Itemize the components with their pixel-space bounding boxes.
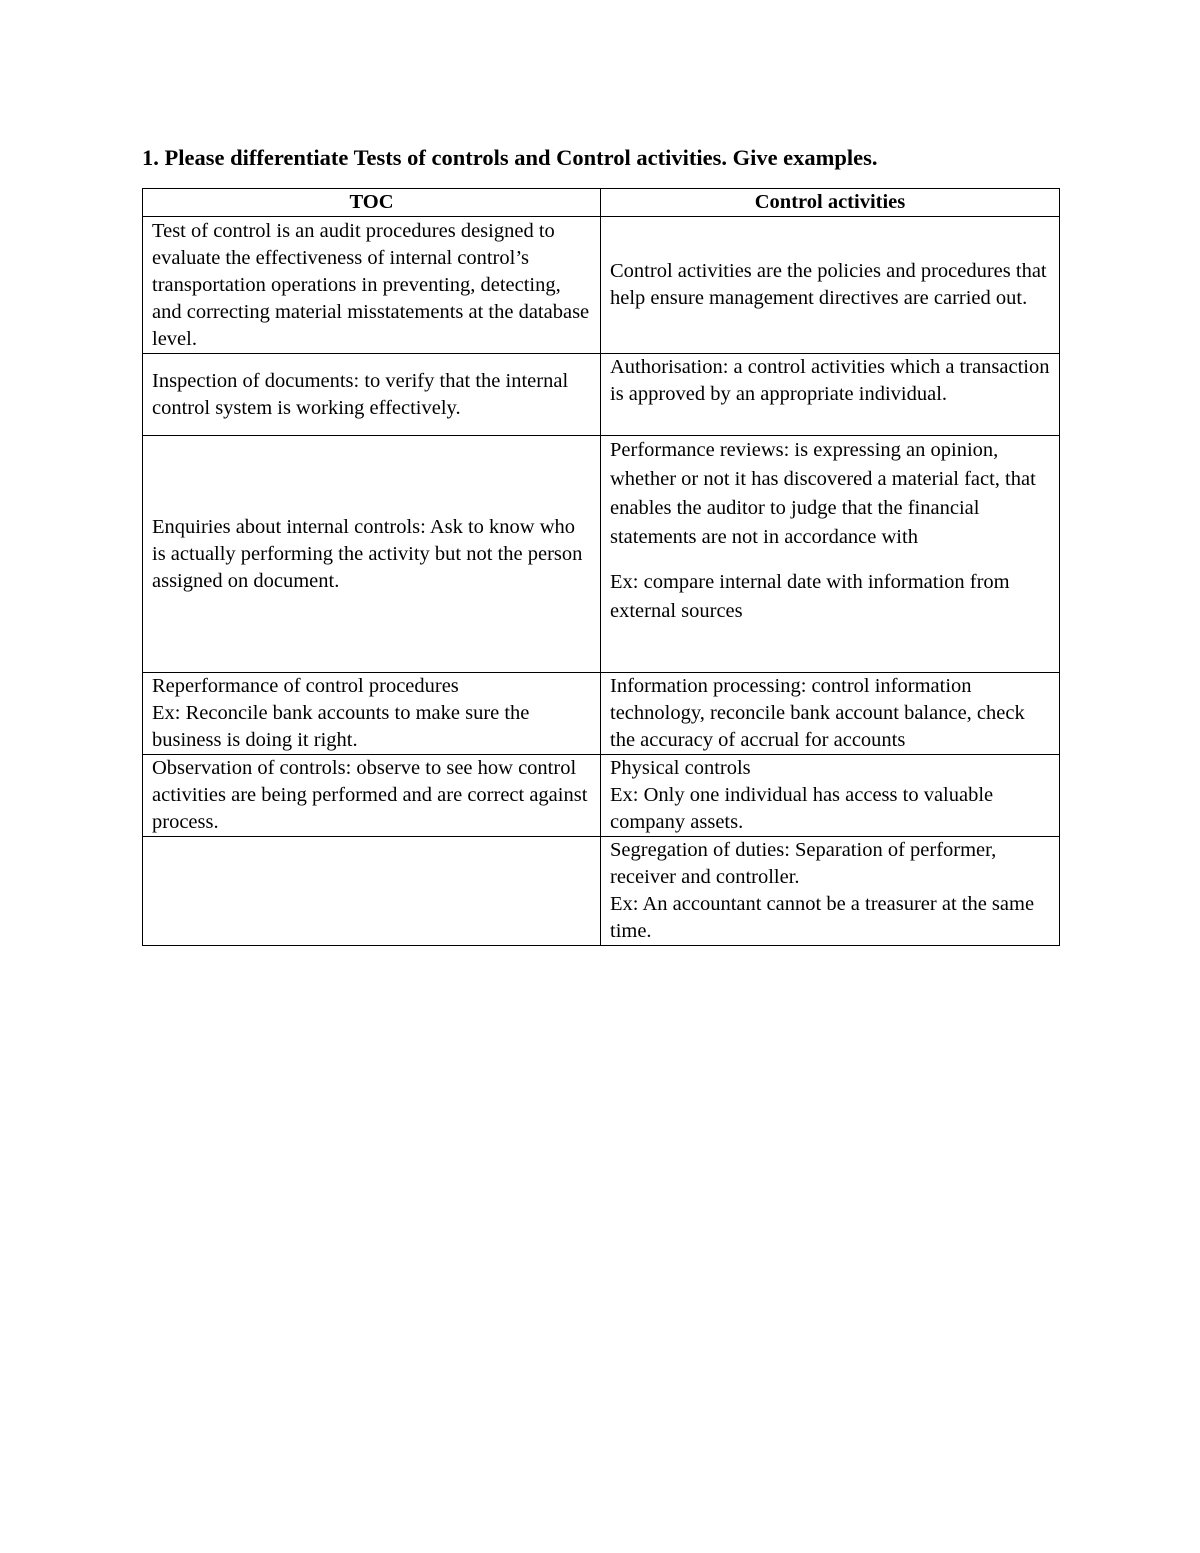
control-activity-text: Information processing: control information technology, reconcile bank account balance, check the accuracy of accrual for accounts [610, 675, 1025, 751]
control-activity-cell [601, 217, 1060, 354]
control-activity-cell [601, 436, 1060, 673]
toc-text: Enquiries about internal controls: Ask to know who is actually performing the activity but not the person assigned on document. [152, 515, 583, 592]
table-row [143, 217, 1060, 354]
table-row [143, 673, 1060, 755]
toc-example: Ex: Reconcile bank accounts to make sure the business is doing it right. [152, 702, 530, 751]
control-activity-cell [601, 755, 1060, 837]
toc-cell-empty [143, 837, 601, 946]
control-activity-text: Authorisation: a control activities which a transaction is approved by an appropriate individual. [610, 356, 1050, 405]
control-activity-text: Physical controls [610, 757, 751, 779]
toc-cell [143, 354, 601, 436]
toc-cell [143, 755, 601, 837]
table-row [143, 436, 1060, 673]
toc-text: Reperformance of control procedures [152, 675, 459, 697]
toc-cell [143, 673, 601, 755]
comparison-table [142, 188, 1060, 946]
control-activity-text: Performance reviews: is expressing an opinion, whether or not it has discovered a material fact, that enables the auditor to judge that the financial statements are not in accordance with [610, 439, 1036, 548]
control-activity-cell [601, 354, 1060, 436]
toc-cell [143, 436, 601, 673]
toc-text: Inspection of documents: to verify that the internal control system is working effectively. [152, 369, 569, 419]
table-row [143, 837, 1060, 946]
toc-text: Observation of controls: observe to see how control activities are being performed and are correct against process. [152, 757, 588, 833]
toc-cell [143, 217, 601, 354]
control-activity-text: Segregation of duties: Separation of performer, receiver and controller. [610, 839, 997, 888]
control-activity-cell [601, 673, 1060, 755]
table-header-row [143, 189, 1060, 217]
page-title: 1. Please differentiate Tests of controls and Control activities. Give examples. [142, 145, 878, 170]
control-activity-text: Control activities are the policies and procedures that help ensure management directives are carried out. [610, 260, 1047, 309]
header-toc: TOC [143, 189, 601, 217]
control-activity-cell [601, 837, 1060, 946]
control-activity-example: Ex: compare internal date with information from external sources [610, 571, 1010, 622]
toc-text: Test of control is an audit procedures designed to evaluate the effectiveness of internal control’s transportation operations in preventing, detecting, and correcting material misstatements at the database level. [152, 219, 590, 350]
table-row [143, 755, 1060, 837]
control-activity-example: Ex: Only one individual has access to valuable company assets. [610, 784, 994, 833]
header-control-activities: Control activities [601, 189, 1060, 217]
table-row [143, 354, 1060, 436]
control-activity-example: Ex: An accountant cannot be a treasurer at the same time. [610, 893, 1035, 942]
